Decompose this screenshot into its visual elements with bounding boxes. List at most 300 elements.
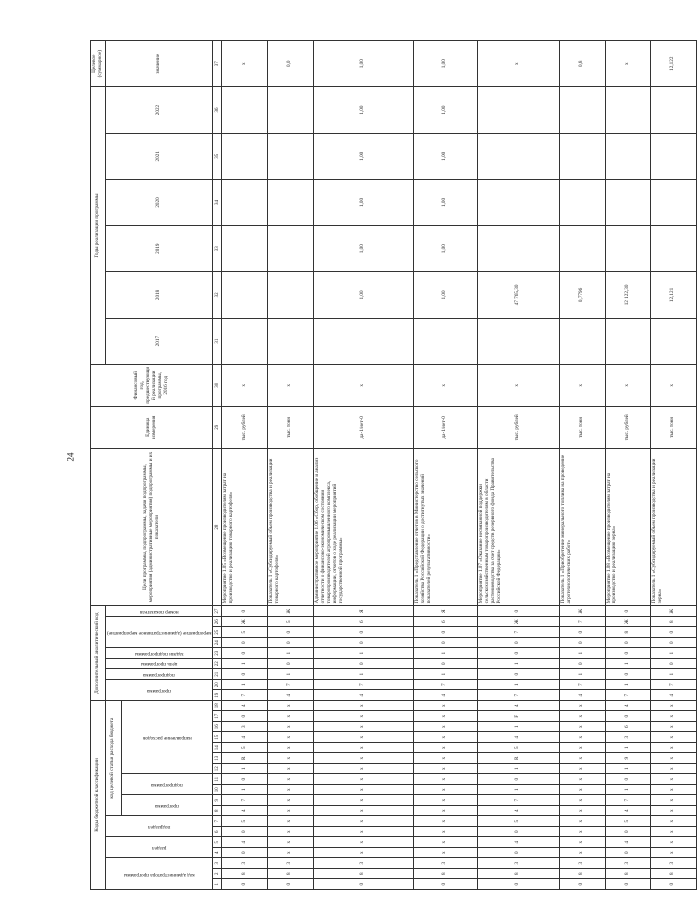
code-cell: 6 [313, 616, 413, 627]
code-cell: х [268, 700, 314, 711]
column-number: 18 [213, 700, 222, 711]
header-programma: программа [121, 795, 213, 816]
code-cell: х [651, 711, 697, 722]
code-cell: х [651, 743, 697, 754]
row-year-value [222, 87, 268, 133]
code-cell: 1 [605, 785, 651, 796]
code-cell: х [651, 816, 697, 827]
row-year-value: 0,7796 [559, 272, 605, 318]
code-cell: 6 [605, 722, 651, 733]
row-fin-year: х [313, 364, 413, 406]
column-number: 34 [213, 179, 222, 225]
column-number: 12 [213, 764, 222, 775]
code-cell: 4 [477, 806, 559, 817]
header-kod-admin: код администратора программы [105, 858, 213, 890]
code-cell: 7 [559, 679, 605, 690]
code-cell: 0 [651, 658, 697, 669]
code-cell: х [651, 764, 697, 775]
code-cell: 8 [651, 869, 697, 880]
code-cell: х [651, 806, 697, 817]
code-cell: 0 [268, 637, 314, 648]
code-cell: 0 [413, 627, 477, 638]
table-row [651, 41, 697, 890]
column-number: 17 [213, 711, 222, 722]
table-row [222, 41, 268, 890]
column-number: 8 [213, 806, 222, 817]
column-number: 20 [213, 679, 222, 690]
code-cell: 7 [222, 795, 268, 806]
code-cell: 3 [651, 858, 697, 869]
code-cell: 8 [477, 869, 559, 880]
code-cell: 0 [605, 827, 651, 838]
row-year-value [605, 226, 651, 272]
column-number: 22 [213, 658, 222, 669]
header-row-1 [91, 41, 106, 890]
code-cell: 1 [651, 669, 697, 680]
code-cell: 0 [559, 658, 605, 669]
column-number: 1 [213, 879, 222, 890]
code-cell: х [268, 764, 314, 775]
header-cel-text: Цели программы, подпрограммы, задачи подпрограммы, мероприятия (административные мероприятия) подпрограммы и их показатели [91, 448, 213, 606]
code-cell: х [268, 848, 314, 859]
column-number-row [213, 41, 222, 890]
code-cell: х [413, 743, 477, 754]
column-number: 31 [213, 318, 222, 364]
code-cell: х [313, 785, 413, 796]
row-year-value [268, 226, 314, 272]
header-years: Годы реализации программы [91, 87, 106, 364]
column-number: 11 [213, 774, 222, 785]
row-description: Мероприятие 1.07 «Оказание несвязанной поддержки сельскохозяйственным товаропроизводителям в области растениеводства за счет средств резервного фонда Правительства Российской Федерации» [477, 448, 559, 606]
column-number: 25 [213, 627, 222, 638]
row-year-value [413, 318, 477, 364]
row-fin-year: х [559, 364, 605, 406]
row-year-value [477, 133, 559, 179]
code-cell: 1 [413, 669, 477, 680]
row-unit: тыс. тонн [559, 406, 605, 448]
row-year-value [559, 87, 605, 133]
column-number: 24 [213, 637, 222, 648]
row-fin-year: х [268, 364, 314, 406]
header-year-2021: 2021 [105, 133, 213, 179]
code-cell: 3 [605, 858, 651, 869]
header-analytic-code: Дополнительный аналитический код [91, 606, 106, 701]
code-cell: 7 [313, 679, 413, 690]
code-cell: х [651, 827, 697, 838]
row-year-value: 1,00 [313, 179, 413, 225]
row-year-value [268, 179, 314, 225]
code-cell: 6 [413, 616, 477, 627]
code-cell: х [559, 816, 605, 827]
row-year-value [651, 179, 697, 225]
row-unit: тыс. рублей [477, 406, 559, 448]
code-cell: 4 [222, 806, 268, 817]
code-cell: 0 [651, 879, 697, 890]
code-cell: 1 [605, 764, 651, 775]
header-pokazatel: номер показателя [105, 606, 213, 617]
code-cell: х [651, 732, 697, 743]
code-cell: 5 [268, 616, 314, 627]
code-cell: 8 [268, 869, 314, 880]
column-number: 15 [213, 732, 222, 743]
code-cell: 4 [605, 700, 651, 711]
code-cell: х [268, 722, 314, 733]
code-cell: 0 [605, 648, 651, 659]
row-year-value [605, 179, 651, 225]
code-cell: х [313, 764, 413, 775]
code-cell: х [559, 722, 605, 733]
code-cell: 4 [605, 806, 651, 817]
code-cell: 1 [222, 785, 268, 796]
code-cell: 0 [413, 879, 477, 890]
header-unit: Единица измерения [91, 406, 213, 448]
column-number: 3 [213, 858, 222, 869]
code-cell: 3 [222, 858, 268, 869]
code-cell: 0 [222, 879, 268, 890]
code-cell: Я [413, 606, 477, 617]
code-cell: 7 [268, 679, 314, 690]
header-kod-target: код целевой статьи расхода бюджета [105, 700, 121, 816]
row-year-value [268, 318, 314, 364]
code-cell: 3 [559, 858, 605, 869]
row-year-value [651, 133, 697, 179]
code-cell: х [413, 722, 477, 733]
code-cell: х [413, 806, 477, 817]
row-total: 1,00 [413, 41, 477, 87]
header-meropriyatie: мероприятие (административное мероприятие) [105, 616, 213, 648]
row-fin-year: х [413, 364, 477, 406]
code-cell: х [268, 795, 314, 806]
row-year-value [477, 179, 559, 225]
code-cell: 3 [477, 858, 559, 869]
code-cell: 1 [222, 658, 268, 669]
code-cell: х [651, 774, 697, 785]
column-number: 9 [213, 795, 222, 806]
code-cell: Ж [222, 616, 268, 627]
row-year-value [651, 87, 697, 133]
header-razdel: раздел [105, 837, 213, 858]
code-cell: 0 [605, 606, 651, 617]
row-year-value [222, 133, 268, 179]
row-year-value: 1,00 [313, 272, 413, 318]
code-cell: 1 [651, 648, 697, 659]
column-number: 32 [213, 272, 222, 318]
column-number: 19 [213, 690, 222, 701]
header-podrazdel: подраздел [105, 816, 213, 837]
code-cell: 3 [268, 858, 314, 869]
code-cell: 0 [559, 637, 605, 648]
code-cell: х [413, 827, 477, 838]
row-year-value [477, 226, 559, 272]
code-cell: 0 [222, 827, 268, 838]
code-cell: 0 [605, 637, 651, 648]
row-year-value [651, 318, 697, 364]
code-cell: 0 [413, 637, 477, 648]
row-year-value [559, 318, 605, 364]
code-cell: х [268, 743, 314, 754]
code-cell: 4 [313, 690, 413, 701]
table-row [313, 41, 413, 890]
column-number: 27 [213, 606, 222, 617]
code-cell: х [313, 722, 413, 733]
row-total: х [605, 41, 651, 87]
code-cell: 0 [605, 848, 651, 859]
code-cell: 8 [651, 616, 697, 627]
code-cell: 0 [222, 711, 268, 722]
code-cell: 0 [313, 627, 413, 638]
code-cell: 1 [313, 648, 413, 659]
header-fin-year: Финансовый год, предшествующий реализации программы, 2016 год [91, 364, 213, 406]
code-cell: х [559, 827, 605, 838]
code-cell: 8 [605, 627, 651, 638]
code-cell: 0 [313, 658, 413, 669]
column-number: 2 [213, 869, 222, 880]
row-year-value [222, 179, 268, 225]
column-number: 29 [213, 406, 222, 448]
header-programma-a: программа [105, 679, 213, 700]
code-cell: х [413, 816, 477, 827]
column-number: 14 [213, 743, 222, 754]
code-cell: 7 [222, 690, 268, 701]
code-cell: F [477, 711, 559, 722]
table-row [605, 41, 651, 890]
table-body [222, 41, 696, 890]
row-year-value: 1,00 [413, 272, 477, 318]
row-year-value [268, 272, 314, 318]
row-year-value [477, 318, 559, 364]
row-year-value [477, 87, 559, 133]
header-target: Целевое (суммарное) [91, 41, 106, 87]
code-cell: 1 [413, 648, 477, 659]
row-unit: тыс. тонн [268, 406, 314, 448]
row-description: Показатель 1 «Субсидируемый объем производства и реализации зерна» [651, 448, 697, 606]
row-year-value: 47 765,30 [477, 272, 559, 318]
code-cell: х [651, 837, 697, 848]
code-cell: Ж [559, 606, 605, 617]
code-cell: 0 [222, 637, 268, 648]
rotated-table-wrapper [90, 40, 676, 890]
code-cell: 3 [605, 732, 651, 743]
row-year-value: 12 122,30 [605, 272, 651, 318]
column-number: 23 [213, 648, 222, 659]
column-number: 35 [213, 133, 222, 179]
code-cell: 7 [605, 795, 651, 806]
code-cell: х [313, 743, 413, 754]
code-cell: 8 [559, 869, 605, 880]
code-cell: х [268, 837, 314, 848]
code-cell: х [313, 806, 413, 817]
code-cell: х [413, 837, 477, 848]
row-year-value [559, 226, 605, 272]
column-number: 28 [213, 448, 222, 606]
code-cell: 1 [605, 743, 651, 754]
header-year-2019: 2019 [105, 226, 213, 272]
code-cell: х [559, 837, 605, 848]
header-budget-codes: Коды бюджетной классификации [91, 700, 106, 889]
code-cell: х [413, 848, 477, 859]
code-cell: х [651, 753, 697, 764]
column-number: 5 [213, 837, 222, 848]
row-fin-year: х [605, 364, 651, 406]
code-cell: 0 [222, 848, 268, 859]
code-cell: 5 [477, 743, 559, 754]
code-cell: 0 [605, 774, 651, 785]
row-year-value [651, 226, 697, 272]
code-cell: 9 [605, 753, 651, 764]
code-cell: х [413, 732, 477, 743]
row-year-value [313, 318, 413, 364]
code-cell: 0 [651, 637, 697, 648]
code-cell: 4 [222, 700, 268, 711]
program-table [90, 40, 697, 890]
table-row [268, 41, 314, 890]
header-year-2020: 2020 [105, 179, 213, 225]
column-number: 30 [213, 364, 222, 406]
row-year-value [222, 226, 268, 272]
row-year-value [222, 318, 268, 364]
code-cell: 1 [477, 785, 559, 796]
code-cell: 0 [313, 637, 413, 648]
row-total: 12,122 [651, 41, 697, 87]
header-year-2017: 2017 [105, 318, 213, 364]
code-cell: 7 [477, 690, 559, 701]
code-cell: 7 [477, 795, 559, 806]
row-fin-year: х [651, 364, 697, 406]
code-cell: 4 [559, 690, 605, 701]
row-unit: тыс. рублей [222, 406, 268, 448]
row-year-value [268, 133, 314, 179]
row-fin-year: х [222, 364, 268, 406]
code-cell: х [559, 732, 605, 743]
code-cell: 1 [313, 669, 413, 680]
code-cell: 8 [222, 869, 268, 880]
code-cell: 1 [605, 679, 651, 690]
code-cell: 5 [222, 743, 268, 754]
code-cell: х [413, 711, 477, 722]
code-cell: х [268, 806, 314, 817]
code-cell: 7 [413, 679, 477, 690]
code-cell: 5 [605, 816, 651, 827]
row-year-value [605, 87, 651, 133]
code-cell: 0 [559, 879, 605, 890]
code-cell: 0 [477, 879, 559, 890]
page-number: 24 [65, 452, 76, 462]
table-row [413, 41, 477, 890]
code-cell: 0 [651, 627, 697, 638]
code-cell: Ж [605, 616, 651, 627]
code-cell: х [651, 785, 697, 796]
code-cell: 1 [559, 669, 605, 680]
row-total: 0,8 [559, 41, 605, 87]
column-number: 21 [213, 669, 222, 680]
row-unit: да-1/нет-0 [413, 406, 477, 448]
column-number: 10 [213, 785, 222, 796]
code-cell: 4 [222, 837, 268, 848]
header-cel-programmy: цель программы [105, 658, 213, 669]
code-cell: 7 [605, 690, 651, 701]
code-cell: 0 [477, 606, 559, 617]
row-year-value: 1,00 [313, 133, 413, 179]
row-year-value [559, 133, 605, 179]
row-year-value [222, 272, 268, 318]
row-year-value [605, 133, 651, 179]
header-podprogramma-a: подпрограмма [105, 669, 213, 680]
code-cell: 1 [477, 679, 559, 690]
code-cell: 0 [313, 879, 413, 890]
code-cell: 0 [605, 879, 651, 890]
code-cell: х [313, 732, 413, 743]
code-cell: х [559, 764, 605, 775]
code-cell: 0 [477, 848, 559, 859]
header-year-2018: 2018 [105, 272, 213, 318]
row-year-value: 1,00 [413, 226, 477, 272]
code-cell: 1 [477, 658, 559, 669]
code-cell: х [268, 816, 314, 827]
code-cell: х [313, 827, 413, 838]
code-cell: 8 [605, 869, 651, 880]
code-cell: х [413, 700, 477, 711]
code-cell: х [559, 753, 605, 764]
code-cell: Ж [268, 606, 314, 617]
row-year-value: 1,00 [413, 133, 477, 179]
code-cell: R [477, 753, 559, 764]
code-cell: х [559, 774, 605, 785]
code-cell: х [651, 795, 697, 806]
code-cell: 8 [413, 869, 477, 880]
row-year-value [268, 87, 314, 133]
column-number: 36 [213, 87, 222, 133]
code-cell: Ж [651, 606, 697, 617]
code-cell: х [559, 785, 605, 796]
code-cell: х [268, 785, 314, 796]
code-cell: 7 [559, 616, 605, 627]
column-number: 16 [213, 722, 222, 733]
code-cell: х [651, 722, 697, 733]
code-cell: х [651, 848, 697, 859]
code-cell: 0 [477, 669, 559, 680]
code-cell: х [413, 764, 477, 775]
code-cell: 1 [222, 679, 268, 690]
column-number: 4 [213, 848, 222, 859]
code-cell: 8 [313, 869, 413, 880]
row-unit: да-1/нет-0 [313, 406, 413, 448]
code-cell: 5 [222, 816, 268, 827]
code-cell: 0 [268, 879, 314, 890]
code-cell: 7 [477, 627, 559, 638]
code-cell: 3 [413, 858, 477, 869]
row-fin-year: х [477, 364, 559, 406]
code-cell: х [559, 700, 605, 711]
code-cell: 0 [477, 637, 559, 648]
row-description: Показатель 1 «Приобретение минерального топлива на проведение агротехнологических работ» [559, 448, 605, 606]
code-cell: 0 [268, 658, 314, 669]
code-cell: Ж [477, 616, 559, 627]
row-year-value: 1,00 [313, 87, 413, 133]
code-cell: 5 [477, 816, 559, 827]
row-year-value: 1,00 [313, 226, 413, 272]
code-cell: х [313, 753, 413, 764]
column-number: 37 [213, 41, 222, 87]
code-cell: 0 [222, 606, 268, 617]
code-cell: 0 [222, 648, 268, 659]
code-cell: 0 [268, 627, 314, 638]
code-cell: х [559, 711, 605, 722]
code-cell: 0 [605, 669, 651, 680]
column-number: 33 [213, 226, 222, 272]
code-cell: х [413, 753, 477, 764]
code-cell: х [559, 806, 605, 817]
row-total: 1,00 [313, 41, 413, 87]
